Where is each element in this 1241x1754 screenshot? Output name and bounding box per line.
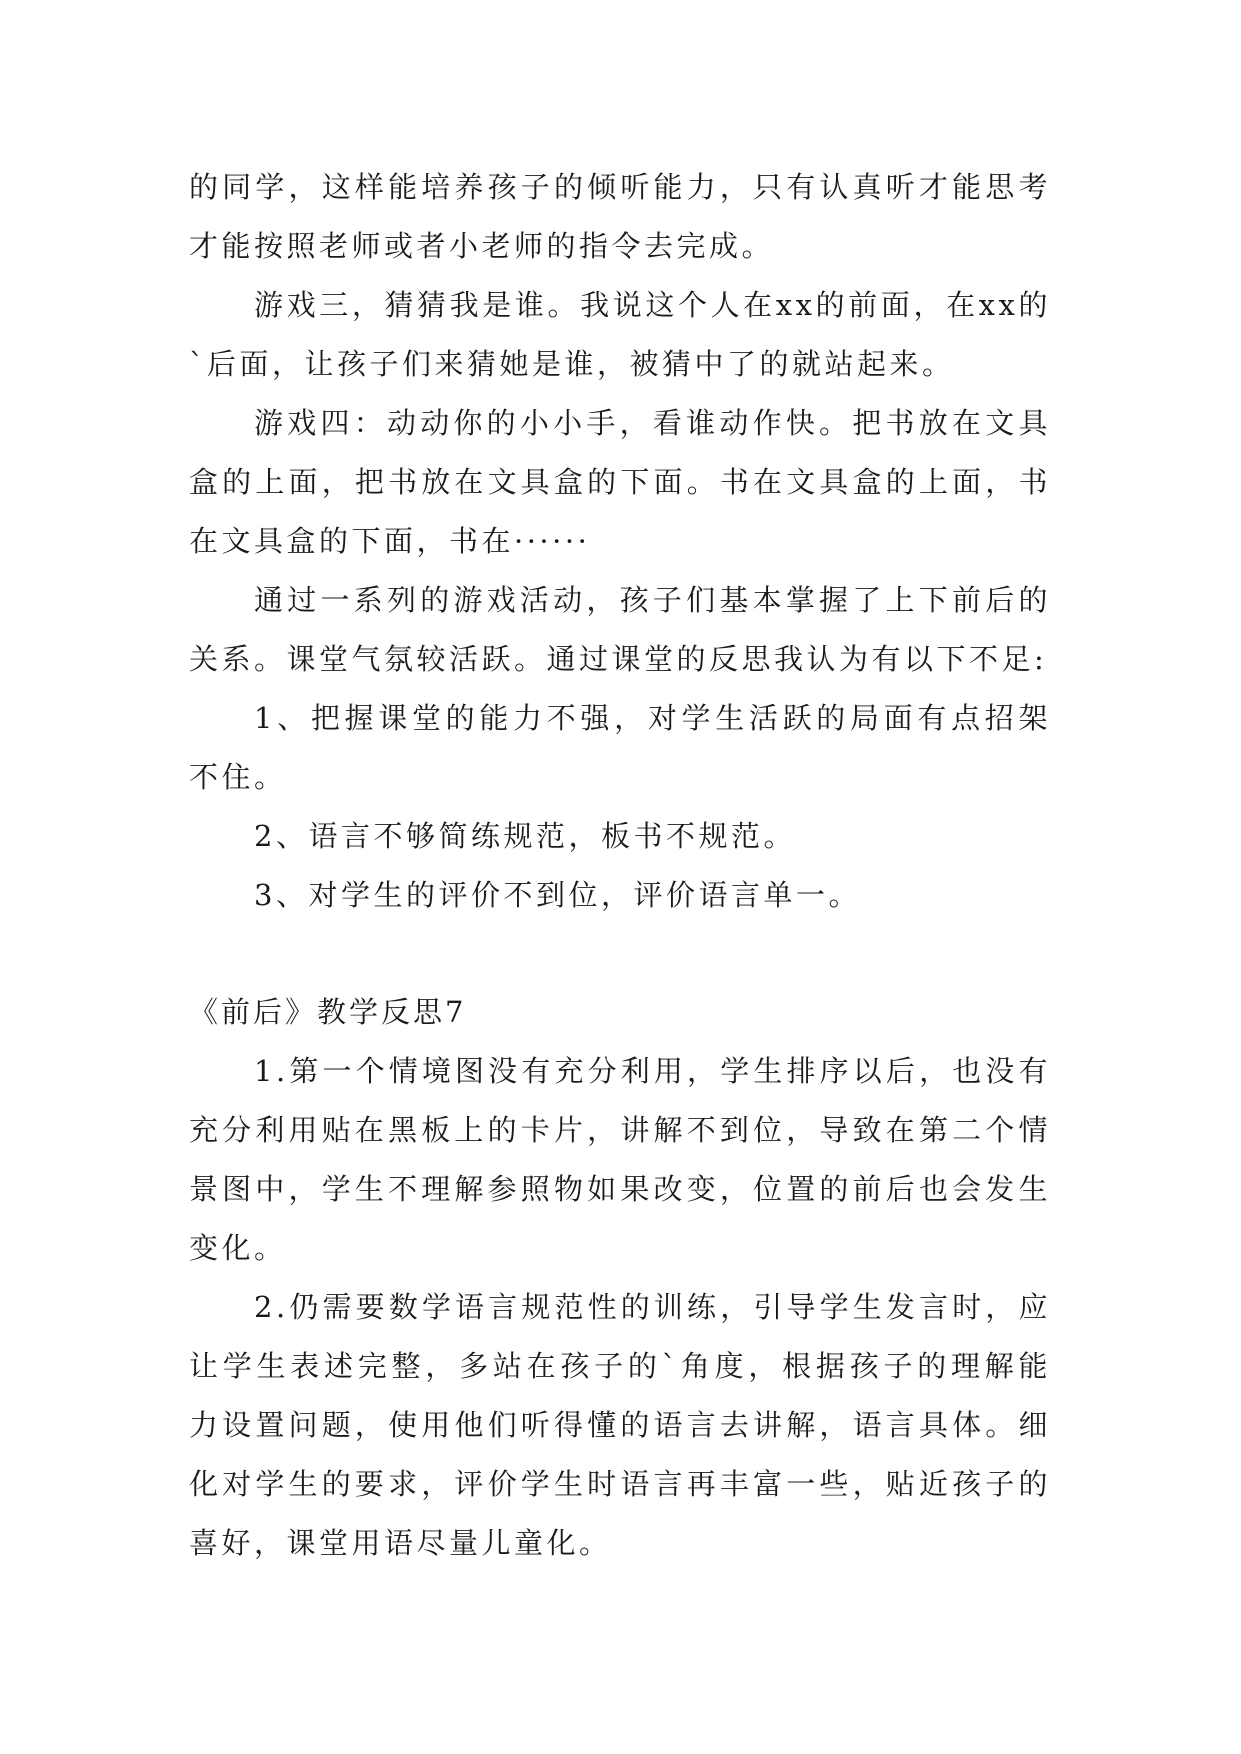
paragraph-reflection-2: 2.仍需要数学语言规范性的训练，引导学生发言时，应让学生表述完整，多站在孩子的`角度，根据孩子的理解能力设置问题，使用他们听得懂的语言去讲解，语言具体。细化对学生的要求，评价学生时语言再丰富一些，贴近孩子的喜好，课堂用语尽量儿童化。 <box>189 1290 1051 1560</box>
paragraph-shortcoming-3: 3、对学生的评价不到位，评价语言单一。 <box>254 878 861 912</box>
section-title: 《前后》教学反思7 <box>189 995 467 1029</box>
paragraph-shortcoming-1: 1、把握课堂的能力不强，对学生活跃的局面有点招架不住。 <box>189 701 1051 794</box>
paragraph-game-three: 游戏三，猜猜我是谁。我说这个人在xx的前面，在xx的`后面，让孩子们来猜她是谁，被猜中了的就站起来。 <box>189 288 1051 381</box>
section-spacer <box>189 925 1051 983</box>
document-body <box>189 158 1051 1573</box>
paragraph-continuation: 的同学，这样能培养孩子的倾听能力，只有认真听才能思考才能按照老师或者小老师的指令去完成。 <box>189 170 1051 263</box>
paragraph-reflection-1: 1.第一个情境图没有充分利用，学生排序以后，也没有充分利用贴在黑板上的卡片，讲解不到位，导致在第二个情景图中，学生不理解参照物如果改变，位置的前后也会发生变化。 <box>189 1054 1051 1265</box>
paragraph-game-four: 游戏四：动动你的小小手，看谁动作快。把书放在文具盒的上面，把书放在文具盒的下面。书在文具盒的上面，书在文具盒的下面，书在······ <box>189 406 1051 558</box>
paragraph-summary: 通过一系列的游戏活动，孩子们基本掌握了上下前后的关系。课堂气氛较活跃。通过课堂的反思我认为有以下不足: <box>189 583 1051 676</box>
paragraph-shortcoming-2: 2、语言不够简练规范，板书不规范。 <box>254 819 796 853</box>
